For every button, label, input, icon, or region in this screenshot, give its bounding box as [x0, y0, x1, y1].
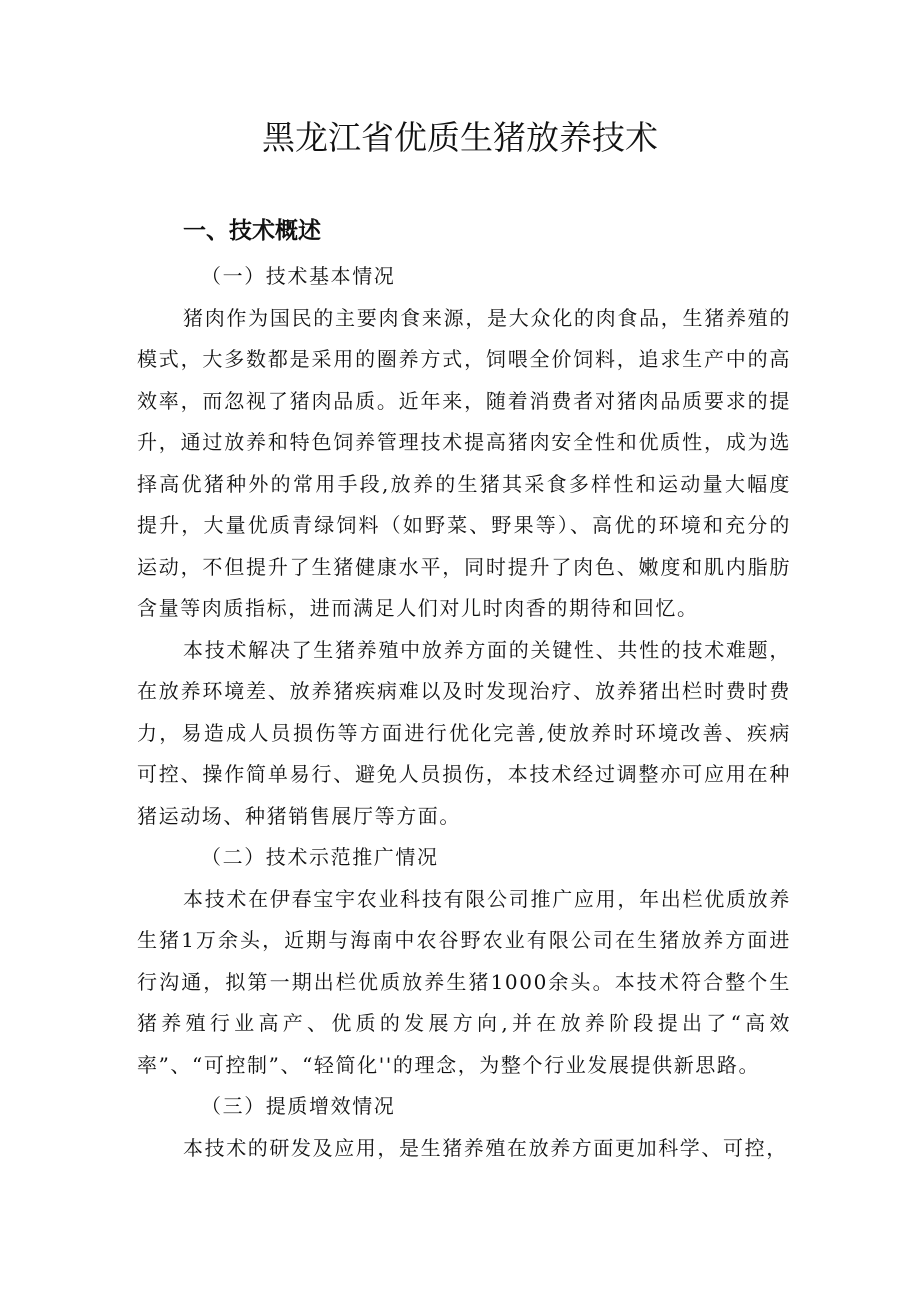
- subsection-heading-quality: （三）提质增效情况: [201, 1094, 396, 1118]
- paragraph-3: 本技术在伊春宝宇农业科技有限公司推广应用，年出栏优质放养生猪1万余头，近期与海南中农谷野农业有限公司在生猪放养方面进行沟通，拟第一期出栏优质放养生猪1000余头。本技术符合整个生猪养殖行业高产、优质的发展方向,并在放养阶段提出了“高效率”、“可控制”、“轻简化''的理念，为整个行业发展提供新思路。: [137, 886, 791, 1077]
- document-title: 黑龙江省优质生猪放养技术: [262, 118, 658, 157]
- document-body: [137, 256, 791, 1169]
- subsection-heading-basic: （一）技术基本情况: [201, 264, 396, 288]
- paragraph-2: 本技术解决了生猪养殖中放养方面的关键性、共性的技术难题，在放养环境差、放养猪疾病难以及时发现治疗、放养猪出栏时费时费力，易造成人员损伤等方面进行优化完善,使放养时环境改善、疾病可控、操作简单易行、避免人员损伤，本技术经过调整亦可应用在种猪运动场、种猪销售展厅等方面。: [137, 637, 791, 828]
- paragraph-4: 本技术的研发及应用，是生猪养殖在放养方面更加科学、可控，: [183, 1135, 788, 1160]
- subsection-heading-promotion: （二）技术示范推广情况: [201, 845, 439, 869]
- section-heading-overview: 一、技术概述: [183, 218, 321, 244]
- paragraph-1: 猪肉作为国民的主要肉食来源，是大众化的肉食品，生猪养殖的模式，大多数都是采用的圈养方式，饲喂全价饲料，追求生产中的高效率，而忽视了猪肉品质。近年来，随着消费者对猪肉品质要求的提升，通过放养和特色饲养管理技术提高猪肉安全性和优质性，成为选择高优猪种外的常用手段,放养的生猪其采食多样性和运动量大幅度提升，大量优质青绿饲料（如野菜、野果等）、高优的环境和充分的运动，不但提升了生猪健康水平，同时提升了肉色、嫩度和肌内脂肪含量等肉质指标，进而满足人们对儿时肉香的期待和回忆。: [137, 305, 791, 620]
